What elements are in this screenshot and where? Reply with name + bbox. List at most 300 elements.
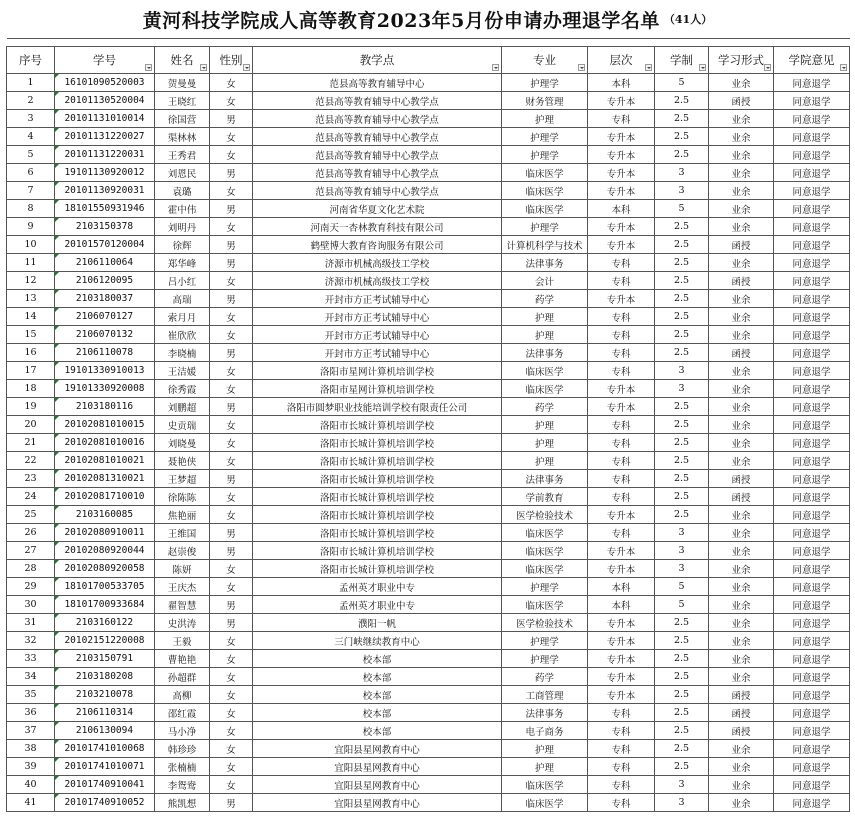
level: 专科 xyxy=(588,740,655,758)
student-id: 20101130920031 xyxy=(55,182,155,200)
level: 专科 xyxy=(588,326,655,344)
student-id: 20102081010015 xyxy=(55,416,155,434)
major: 临床医学 xyxy=(502,182,588,200)
gender: 女 xyxy=(210,74,253,92)
study-center: 范县高等教育辅导中心教学点 xyxy=(253,146,502,164)
header-index xyxy=(7,47,55,74)
student-id: 2106110314 xyxy=(55,704,155,722)
study-mode: 业余 xyxy=(709,290,774,308)
student-id: 2103160122 xyxy=(55,614,155,632)
student-name: 吕小红 xyxy=(155,272,210,290)
gender: 女 xyxy=(210,182,253,200)
study-center: 洛阳市长城计算机培训学校 xyxy=(253,416,502,434)
student-id: 16101090520003 xyxy=(55,74,155,92)
study-center: 开封市方正考试辅导中心 xyxy=(253,308,502,326)
study-center: 洛阳市长城计算机培训学校 xyxy=(253,506,502,524)
study-mode: 函授 xyxy=(709,92,774,110)
study-mode: 业余 xyxy=(709,110,774,128)
major: 护理学 xyxy=(502,578,588,596)
duration: 5 xyxy=(655,596,709,614)
filter-dropdown-icon[interactable] xyxy=(243,64,250,71)
table-row xyxy=(7,416,850,434)
study-center: 鹤壁博大教育咨询服务有限公司 xyxy=(253,236,502,254)
college-opinion: 同意退学 xyxy=(774,146,850,164)
study-mode: 业余 xyxy=(709,200,774,218)
student-id: 18101550931946 xyxy=(55,200,155,218)
level: 专升本 xyxy=(588,128,655,146)
study-center: 范县高等教育辅导中心教学点 xyxy=(253,128,502,146)
level: 专科 xyxy=(588,488,655,506)
college-opinion: 同意退学 xyxy=(774,254,850,272)
college-opinion: 同意退学 xyxy=(774,398,850,416)
study-center: 宜阳县星网教育中心 xyxy=(253,758,502,776)
filter-dropdown-icon[interactable] xyxy=(699,64,706,71)
duration: 2.5 xyxy=(655,146,709,164)
study-mode: 业余 xyxy=(709,74,774,92)
table-row xyxy=(7,758,850,776)
table-row xyxy=(7,290,850,308)
study-center: 校本部 xyxy=(253,650,502,668)
table-row xyxy=(7,146,850,164)
student-id: 2106120095 xyxy=(55,272,155,290)
table-row xyxy=(7,326,850,344)
gender: 女 xyxy=(210,758,253,776)
college-opinion: 同意退学 xyxy=(774,650,850,668)
row-index: 29 xyxy=(7,578,55,596)
row-index: 6 xyxy=(7,164,55,182)
duration: 2.5 xyxy=(655,344,709,362)
duration: 2.5 xyxy=(655,758,709,776)
row-index: 23 xyxy=(7,470,55,488)
table-row xyxy=(7,632,850,650)
table-row xyxy=(7,506,850,524)
college-opinion: 同意退学 xyxy=(774,614,850,632)
study-center: 孟州英才职业中专 xyxy=(253,596,502,614)
study-center: 河南省华夏文化艺术院 xyxy=(253,200,502,218)
level: 本科 xyxy=(588,578,655,596)
level: 专升本 xyxy=(588,560,655,578)
study-mode: 业余 xyxy=(709,128,774,146)
table-row xyxy=(7,650,850,668)
college-opinion: 同意退学 xyxy=(774,164,850,182)
college-opinion: 同意退学 xyxy=(774,128,850,146)
table-row xyxy=(7,542,850,560)
row-index: 3 xyxy=(7,110,55,128)
study-center: 范县高等教育辅导中心教学点 xyxy=(253,182,502,200)
level: 专升本 xyxy=(588,218,655,236)
study-mode: 业余 xyxy=(709,758,774,776)
student-id: 19101330920008 xyxy=(55,380,155,398)
level: 专升本 xyxy=(588,290,655,308)
row-index: 40 xyxy=(7,776,55,794)
study-center: 洛阳市长城计算机培训学校 xyxy=(253,452,502,470)
study-mode: 业余 xyxy=(709,362,774,380)
duration: 2.5 xyxy=(655,452,709,470)
student-name: 曹艳艳 xyxy=(155,650,210,668)
row-index: 16 xyxy=(7,344,55,362)
duration: 2.5 xyxy=(655,416,709,434)
gender: 女 xyxy=(210,380,253,398)
duration: 2.5 xyxy=(655,686,709,704)
duration: 3 xyxy=(655,362,709,380)
student-id: 2106070132 xyxy=(55,326,155,344)
filter-dropdown-icon[interactable] xyxy=(840,64,847,71)
student-name: 徐秀霞 xyxy=(155,380,210,398)
gender: 女 xyxy=(210,416,253,434)
duration: 2.5 xyxy=(655,470,709,488)
level: 专升本 xyxy=(588,164,655,182)
student-name: 崔欣欣 xyxy=(155,326,210,344)
college-opinion: 同意退学 xyxy=(774,74,850,92)
filter-dropdown-icon[interactable] xyxy=(578,64,585,71)
college-opinion: 同意退学 xyxy=(774,470,850,488)
study-mode: 函授 xyxy=(709,704,774,722)
gender: 女 xyxy=(210,92,253,110)
level: 专科 xyxy=(588,470,655,488)
level: 专科 xyxy=(588,758,655,776)
row-index: 30 xyxy=(7,596,55,614)
duration: 2.5 xyxy=(655,236,709,254)
study-center: 洛阳市长城计算机培训学校 xyxy=(253,542,502,560)
study-mode: 业余 xyxy=(709,632,774,650)
college-opinion: 同意退学 xyxy=(774,326,850,344)
duration: 3 xyxy=(655,524,709,542)
study-mode: 业余 xyxy=(709,452,774,470)
row-index: 31 xyxy=(7,614,55,632)
gender: 男 xyxy=(210,542,253,560)
table-row xyxy=(7,380,850,398)
student-name: 王庆杰 xyxy=(155,578,210,596)
header-row xyxy=(7,47,850,74)
gender: 女 xyxy=(210,434,253,452)
filter-dropdown-icon[interactable] xyxy=(645,64,652,71)
college-opinion: 同意退学 xyxy=(774,506,850,524)
table-row xyxy=(7,596,850,614)
gender: 男 xyxy=(210,794,253,812)
study-center: 开封市方正考试辅导中心 xyxy=(253,326,502,344)
duration: 2.5 xyxy=(655,704,709,722)
row-index: 37 xyxy=(7,722,55,740)
level: 专科 xyxy=(588,704,655,722)
study-mode: 函授 xyxy=(709,344,774,362)
level: 专科 xyxy=(588,776,655,794)
study-center: 校本部 xyxy=(253,704,502,722)
table-row xyxy=(7,776,850,794)
study-mode: 函授 xyxy=(709,272,774,290)
table-row xyxy=(7,182,850,200)
row-index: 4 xyxy=(7,128,55,146)
gender: 男 xyxy=(210,164,253,182)
duration: 2.5 xyxy=(655,722,709,740)
row-index: 13 xyxy=(7,290,55,308)
row-index: 7 xyxy=(7,182,55,200)
duration: 2.5 xyxy=(655,272,709,290)
study-center: 洛阳市星网计算机培训学校 xyxy=(253,362,502,380)
row-index: 22 xyxy=(7,452,55,470)
study-mode: 业余 xyxy=(709,146,774,164)
study-mode: 函授 xyxy=(709,722,774,740)
row-index: 25 xyxy=(7,506,55,524)
college-opinion: 同意退学 xyxy=(774,686,850,704)
study-center: 开封市方正考试辅导中心 xyxy=(253,344,502,362)
study-center: 开封市方正考试辅导中心 xyxy=(253,290,502,308)
level: 专升本 xyxy=(588,398,655,416)
gender: 女 xyxy=(210,560,253,578)
level: 专升本 xyxy=(588,614,655,632)
major: 护理 xyxy=(502,110,588,128)
level: 专科 xyxy=(588,722,655,740)
table-row xyxy=(7,470,850,488)
student-name: 王秀君 xyxy=(155,146,210,164)
student-id: 2106110064 xyxy=(55,254,155,272)
level: 专升本 xyxy=(588,380,655,398)
filter-dropdown-icon[interactable] xyxy=(200,64,207,71)
study-mode: 业余 xyxy=(709,434,774,452)
header-label: 学号 xyxy=(93,53,116,67)
gender: 女 xyxy=(210,686,253,704)
major: 临床医学 xyxy=(502,524,588,542)
student-id: 2106110078 xyxy=(55,344,155,362)
major: 护理 xyxy=(502,416,588,434)
gender: 女 xyxy=(210,218,253,236)
study-center: 校本部 xyxy=(253,722,502,740)
level: 专升本 xyxy=(588,668,655,686)
level: 专升本 xyxy=(588,632,655,650)
header-label: 性别 xyxy=(219,53,243,67)
table-row xyxy=(7,398,850,416)
row-index: 28 xyxy=(7,560,55,578)
gender: 女 xyxy=(210,128,253,146)
duration: 3 xyxy=(655,776,709,794)
student-name: 刘晓曼 xyxy=(155,434,210,452)
table-row xyxy=(7,308,850,326)
student-id: 20101131220031 xyxy=(55,146,155,164)
major: 护理学 xyxy=(502,146,588,164)
study-mode: 业余 xyxy=(709,380,774,398)
study-mode: 业余 xyxy=(709,398,774,416)
row-index: 24 xyxy=(7,488,55,506)
study-mode: 业余 xyxy=(709,308,774,326)
study-mode: 业余 xyxy=(709,560,774,578)
college-opinion: 同意退学 xyxy=(774,416,850,434)
student-id: 20101130520004 xyxy=(55,92,155,110)
table-row xyxy=(7,200,850,218)
gender: 男 xyxy=(210,398,253,416)
major: 学前教育 xyxy=(502,488,588,506)
filter-dropdown-icon[interactable] xyxy=(145,64,152,71)
duration: 2.5 xyxy=(655,398,709,416)
study-mode: 业余 xyxy=(709,776,774,794)
table-row xyxy=(7,236,850,254)
filter-dropdown-icon[interactable] xyxy=(764,64,771,71)
major: 临床医学 xyxy=(502,776,588,794)
header-level xyxy=(588,47,655,74)
student-name: 孙超群 xyxy=(155,668,210,686)
study-center: 孟州英才职业中专 xyxy=(253,578,502,596)
duration: 2.5 xyxy=(655,506,709,524)
row-index: 27 xyxy=(7,542,55,560)
row-index: 18 xyxy=(7,380,55,398)
college-opinion: 同意退学 xyxy=(774,452,850,470)
gender: 男 xyxy=(210,470,253,488)
study-mode: 业余 xyxy=(709,668,774,686)
header-name xyxy=(155,47,210,74)
duration: 3 xyxy=(655,164,709,182)
gender: 女 xyxy=(210,578,253,596)
major: 计算机科学与技术 xyxy=(502,236,588,254)
major: 法律事务 xyxy=(502,704,588,722)
level: 本科 xyxy=(588,596,655,614)
study-center: 洛阳市长城计算机培训学校 xyxy=(253,560,502,578)
study-mode: 函授 xyxy=(709,686,774,704)
student-id: 20102080920044 xyxy=(55,542,155,560)
duration: 2.5 xyxy=(655,650,709,668)
table-row xyxy=(7,704,850,722)
filter-dropdown-icon[interactable] xyxy=(492,64,499,71)
gender: 女 xyxy=(210,488,253,506)
major: 临床医学 xyxy=(502,794,588,812)
student-id: 20102080910011 xyxy=(55,524,155,542)
student-id: 19101130920012 xyxy=(55,164,155,182)
header-duration xyxy=(655,47,709,74)
duration: 5 xyxy=(655,200,709,218)
study-mode: 业余 xyxy=(709,794,774,812)
gender: 女 xyxy=(210,776,253,794)
level: 专科 xyxy=(588,254,655,272)
row-index: 14 xyxy=(7,308,55,326)
table-row xyxy=(7,110,850,128)
study-center: 洛阳市圆梦职业技能培训学校有限责任公司 xyxy=(253,398,502,416)
table-row xyxy=(7,254,850,272)
row-index: 35 xyxy=(7,686,55,704)
study-center: 宜阳县星网教育中心 xyxy=(253,740,502,758)
row-index: 2 xyxy=(7,92,55,110)
student-id: 20101570120004 xyxy=(55,236,155,254)
major: 临床医学 xyxy=(502,164,588,182)
student-id: 20102081010021 xyxy=(55,452,155,470)
student-id: 19101330910013 xyxy=(55,362,155,380)
table-row xyxy=(7,92,850,110)
gender: 女 xyxy=(210,362,253,380)
study-center: 洛阳市长城计算机培训学校 xyxy=(253,488,502,506)
student-name: 王毅 xyxy=(155,632,210,650)
student-name: 徐辉 xyxy=(155,236,210,254)
student-id: 20102081310021 xyxy=(55,470,155,488)
gender: 女 xyxy=(210,452,253,470)
college-opinion: 同意退学 xyxy=(774,542,850,560)
row-index: 5 xyxy=(7,146,55,164)
student-name: 熊凯想 xyxy=(155,794,210,812)
header-gender xyxy=(210,47,253,74)
table-row xyxy=(7,740,850,758)
major: 法律事务 xyxy=(502,344,588,362)
major: 临床医学 xyxy=(502,596,588,614)
college-opinion: 同意退学 xyxy=(774,110,850,128)
student-id: 20102151220008 xyxy=(55,632,155,650)
table-row xyxy=(7,434,850,452)
level: 专升本 xyxy=(588,182,655,200)
student-name: 焦艳丽 xyxy=(155,506,210,524)
student-id: 2106130094 xyxy=(55,722,155,740)
student-name: 刘明丹 xyxy=(155,218,210,236)
gender: 女 xyxy=(210,704,253,722)
study-center: 济源市机械高级技工学校 xyxy=(253,272,502,290)
major: 医学检验技术 xyxy=(502,614,588,632)
row-index: 1 xyxy=(7,74,55,92)
row-index: 38 xyxy=(7,740,55,758)
row-index: 32 xyxy=(7,632,55,650)
level: 专升本 xyxy=(588,686,655,704)
row-index: 17 xyxy=(7,362,55,380)
student-id: 20101131010014 xyxy=(55,110,155,128)
college-opinion: 同意退学 xyxy=(774,758,850,776)
study-mode: 业余 xyxy=(709,326,774,344)
study-mode: 业余 xyxy=(709,740,774,758)
level: 专科 xyxy=(588,794,655,812)
row-index: 19 xyxy=(7,398,55,416)
header-study-center xyxy=(253,47,502,74)
level: 专科 xyxy=(588,272,655,290)
study-mode: 业余 xyxy=(709,416,774,434)
major: 法律事务 xyxy=(502,254,588,272)
header-label: 专业 xyxy=(533,53,556,67)
study-center: 三门峡继续教育中心 xyxy=(253,632,502,650)
duration: 2.5 xyxy=(655,740,709,758)
student-name: 聂艳侠 xyxy=(155,452,210,470)
major: 护理 xyxy=(502,308,588,326)
row-index: 26 xyxy=(7,524,55,542)
major: 护理 xyxy=(502,434,588,452)
gender: 女 xyxy=(210,146,253,164)
gender: 女 xyxy=(210,668,253,686)
student-name: 渠林林 xyxy=(155,128,210,146)
major: 医学检验技术 xyxy=(502,506,588,524)
college-opinion: 同意退学 xyxy=(774,776,850,794)
header-label: 学院意见 xyxy=(788,53,835,67)
student-id: 20101741010068 xyxy=(55,740,155,758)
level: 本科 xyxy=(588,200,655,218)
major: 临床医学 xyxy=(502,380,588,398)
study-center: 范县高等教育辅导中心教学点 xyxy=(253,164,502,182)
level: 专升本 xyxy=(588,92,655,110)
table-row xyxy=(7,560,850,578)
major: 护理 xyxy=(502,740,588,758)
duration: 2.5 xyxy=(655,488,709,506)
major: 临床医学 xyxy=(502,560,588,578)
row-index: 20 xyxy=(7,416,55,434)
student-id: 2103150378 xyxy=(55,218,155,236)
table-body xyxy=(7,74,850,812)
student-name: 王梦超 xyxy=(155,470,210,488)
study-mode: 业余 xyxy=(709,542,774,560)
student-id: 2103210078 xyxy=(55,686,155,704)
study-mode: 业余 xyxy=(709,506,774,524)
student-name: 袁璐 xyxy=(155,182,210,200)
gender: 男 xyxy=(210,290,253,308)
gender: 女 xyxy=(210,632,253,650)
row-index: 39 xyxy=(7,758,55,776)
duration: 3 xyxy=(655,380,709,398)
level: 专科 xyxy=(588,524,655,542)
table-row xyxy=(7,578,850,596)
college-opinion: 同意退学 xyxy=(774,344,850,362)
student-id: 2103160085 xyxy=(55,506,155,524)
student-name: 高柳 xyxy=(155,686,210,704)
study-center: 范县高等教育辅导中心 xyxy=(253,74,502,92)
gender: 男 xyxy=(210,200,253,218)
gender: 男 xyxy=(210,614,253,632)
gender: 女 xyxy=(210,272,253,290)
